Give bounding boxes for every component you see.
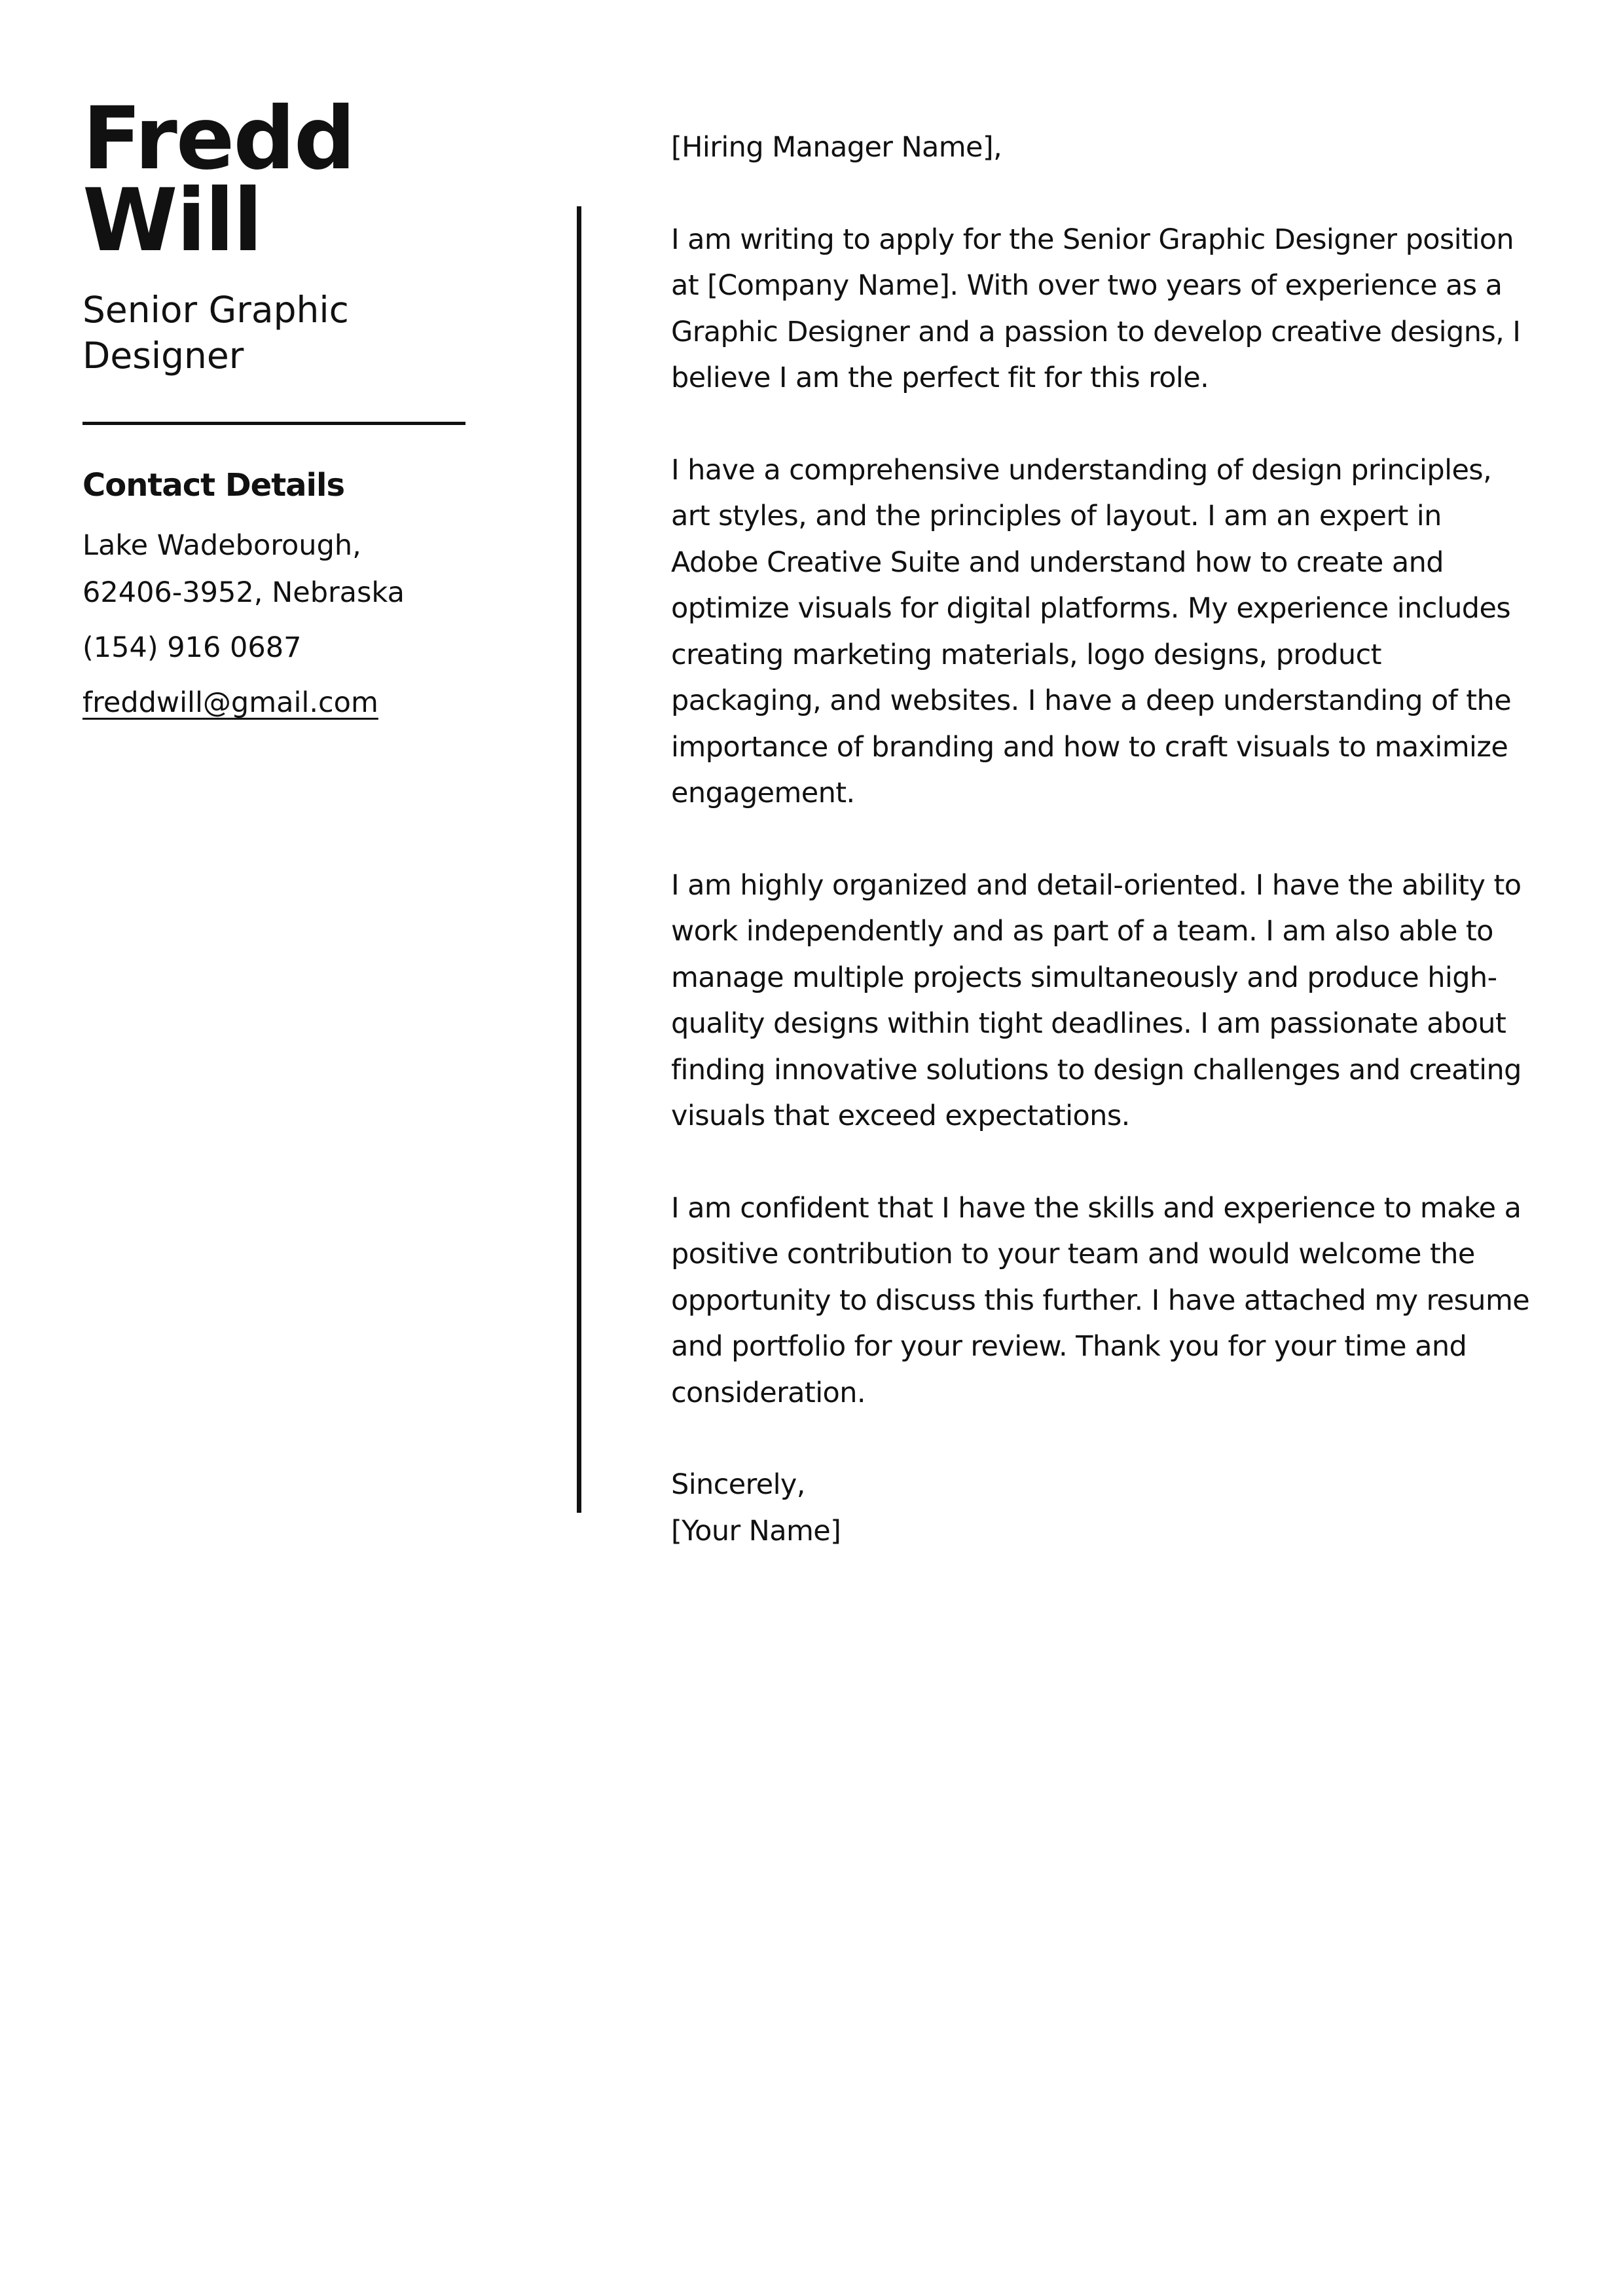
- letter-closing: Sincerely,: [671, 1468, 805, 1501]
- vertical-divider: [577, 206, 581, 1513]
- letter-salutation: [Hiring Manager Name],: [671, 131, 1002, 164]
- letter-signature: [Your Name]: [671, 1514, 841, 1547]
- letter-body: [671, 124, 1535, 1554]
- letter-paragraph: I am highly organized and detail-oriented. I have the ability to work independently and as part of a team. I am also able to manage multiple projects simultaneously and produce high-quality designs within tight deadlines. I am passionate about finding innovative solutions to design challenges and creating visuals that exceed expectations.: [671, 868, 1522, 1132]
- contact-email-link[interactable]: freddwill@gmail.com: [82, 686, 378, 719]
- candidate-last-name: Will: [82, 170, 262, 271]
- sidebar: [82, 88, 465, 726]
- contact-details-heading: Contact Details: [82, 467, 345, 504]
- letter-paragraph: I am confident that I have the skills and experience to make a positive contribution to your team and would welcome the opportunity to discuss this further. I have attached my resume and portfolio for your review. Thank you for your time and consideration.: [671, 1191, 1530, 1409]
- sidebar-divider: [82, 422, 465, 425]
- job-title: Senior Graphic Designer: [82, 289, 349, 377]
- contact-phone: (154) 916 0687: [82, 631, 302, 664]
- contact-address: Lake Wadeborough, 62406-3952, Nebraska: [82, 529, 405, 609]
- letter-paragraph: I have a comprehensive understanding of design principles, art styles, and the principles of layout. I am an expert in Adobe Creative Suite and understand how to create and optimize visuals for digital platforms. My experience includes creating marketing materials, logo designs, product packaging, and websites. I have a deep understanding of the importance of branding and how to craft visuals to maximize engagement.: [671, 453, 1512, 809]
- candidate-first-name: Fredd: [82, 88, 355, 189]
- candidate-name: [82, 88, 465, 271]
- letter-paragraph: I am writing to apply for the Senior Graphic Designer position at [Company Name]. With over two years of experience as a Graphic Designer and a passion to develop creative designs, I believe I am the perfect fit for this role.: [671, 223, 1521, 394]
